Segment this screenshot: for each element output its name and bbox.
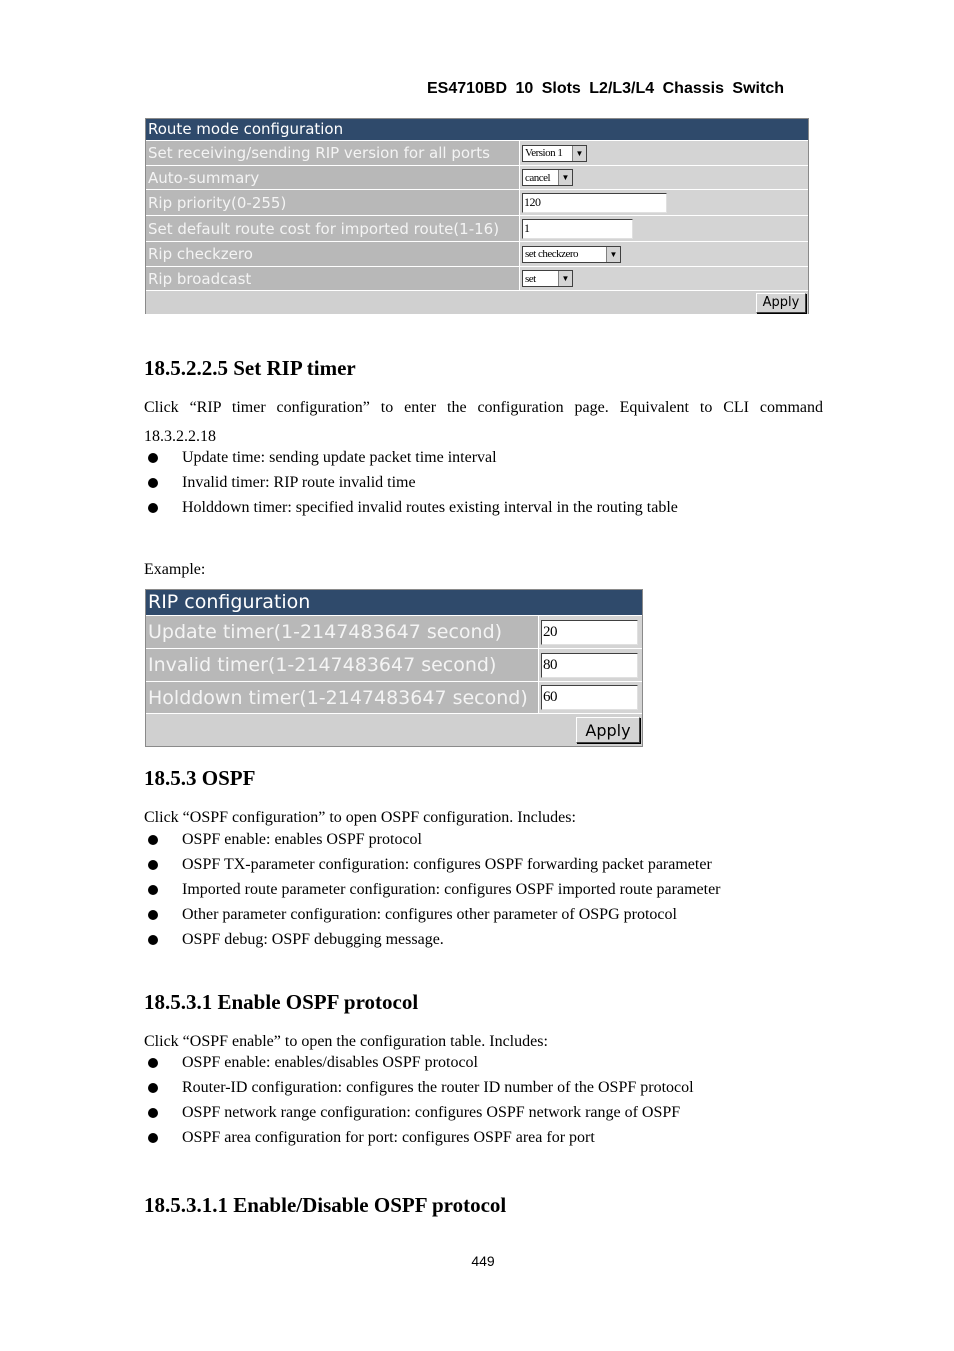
table-row xyxy=(146,215,808,241)
section-heading: 18.5.3.1.1 Enable/Disable OSPF protocol xyxy=(144,1193,507,1217)
default-route-cost-label: Set default route cost for imported route(1-16) xyxy=(146,216,520,241)
chevron-down-icon: ▼ xyxy=(606,247,620,262)
rip-priority-label: Rip priority(0-255) xyxy=(146,190,520,215)
default-route-cost-input[interactable]: 1 xyxy=(522,219,633,239)
table-row xyxy=(146,681,642,713)
chevron-down-icon: ▼ xyxy=(558,271,572,286)
bullet-icon xyxy=(148,1058,158,1068)
bullet-icon xyxy=(148,453,158,463)
rip-broadcast-select[interactable]: set ▼ xyxy=(522,270,573,287)
update-timer-input[interactable]: 20 xyxy=(541,620,638,645)
auto-summary-label: Auto-summary xyxy=(146,166,520,189)
table-row xyxy=(146,140,808,165)
table-row xyxy=(146,648,642,681)
rip-version-select[interactable]: Version 1 ▼ xyxy=(522,145,587,162)
section-heading: 18.5.2.2.5 Set RIP timer xyxy=(144,356,356,380)
section-heading: 18.5.3 OSPF xyxy=(144,766,256,790)
invalid-timer-input[interactable]: 80 xyxy=(541,653,638,678)
bullet-icon xyxy=(148,1108,158,1118)
rip-checkzero-label: Rip checkzero xyxy=(146,242,520,266)
apply-button[interactable]: Apply xyxy=(576,717,640,743)
list-item: Invalid timer: RIP route invalid time xyxy=(144,474,416,492)
rip-priority-input[interactable]: 120 xyxy=(522,193,667,213)
rip-broadcast-label: Rip broadcast xyxy=(146,267,520,290)
paragraph: 18.3.2.2.18 xyxy=(144,428,216,445)
bullet-icon xyxy=(148,935,158,945)
bullet-icon xyxy=(148,1133,158,1143)
bullet-icon xyxy=(148,835,158,845)
bullet-icon xyxy=(148,478,158,488)
table-row xyxy=(146,165,808,189)
document-header: ES4710BD 10 Slots L2/L3/L4 Chassis Switch xyxy=(426,80,784,97)
list-item: Imported route parameter configuration: configures OSPF imported route parameter xyxy=(144,881,721,899)
rip-checkzero-select[interactable]: set checkzero ▼ xyxy=(522,246,621,263)
section-heading: 18.5.3.1 Enable OSPF protocol xyxy=(144,990,419,1014)
bullet-icon xyxy=(148,860,158,870)
list-item: Router-ID configuration: configures the router ID number of the OSPF protocol xyxy=(144,1079,694,1097)
holddown-timer-input[interactable]: 60 xyxy=(541,685,638,710)
paragraph: Click “RIP timer configuration” to enter the configuration page. Equivalent to CLI command xyxy=(144,399,823,416)
list-item: OSPF debug: OSPF debugging message. xyxy=(144,931,444,949)
table-row xyxy=(146,266,808,290)
list-item: Holddown timer: specified invalid routes existing interval in the routing table xyxy=(144,499,678,517)
bullet-icon xyxy=(148,1083,158,1093)
holddown-timer-label: Holddown timer(1-2147483647 second) xyxy=(146,682,539,713)
paragraph: Click “OSPF configuration” to open OSPF configuration. Includes: xyxy=(144,809,576,826)
table-row xyxy=(146,241,808,266)
bullet-icon xyxy=(148,910,158,920)
invalid-timer-label: Invalid timer(1-2147483647 second) xyxy=(146,649,539,681)
list-item: OSPF TX-parameter configuration: configures OSPF forwarding packet parameter xyxy=(144,856,712,874)
rip-version-label: Set receiving/sending RIP version for all ports xyxy=(146,141,520,165)
list-item: OSPF enable: enables OSPF protocol xyxy=(144,831,422,849)
table-row xyxy=(146,189,808,215)
table-button-row xyxy=(146,290,808,314)
chevron-down-icon: ▼ xyxy=(572,146,586,161)
list-item: Update time: sending update packet time interval xyxy=(144,449,497,467)
rip-config-table xyxy=(145,589,643,747)
chevron-down-icon: ▼ xyxy=(558,170,572,185)
auto-summary-select[interactable]: cancel ▼ xyxy=(522,169,573,186)
table-title: RIP configuration xyxy=(146,590,642,615)
update-timer-label: Update timer(1-2147483647 second) xyxy=(146,616,539,648)
list-item: OSPF network range configuration: configures OSPF network range of OSPF xyxy=(144,1104,680,1122)
table-title: Route mode configuration xyxy=(146,119,808,140)
list-item: OSPF enable: enables/disables OSPF protocol xyxy=(144,1054,478,1072)
bullet-icon xyxy=(148,503,158,513)
page-number: 449 xyxy=(471,1253,495,1269)
apply-button[interactable]: Apply xyxy=(756,293,806,313)
list-item: Other parameter configuration: configures other parameter of OSPG protocol xyxy=(144,906,677,924)
table-row xyxy=(146,615,642,648)
route-mode-config-table xyxy=(145,118,809,314)
table-button-row xyxy=(146,713,642,746)
list-item: OSPF area configuration for port: configures OSPF area for port xyxy=(144,1129,595,1147)
paragraph: Click “OSPF enable” to open the configuration table. Includes: xyxy=(144,1033,548,1050)
example-label: Example: xyxy=(144,561,206,578)
bullet-icon xyxy=(148,885,158,895)
